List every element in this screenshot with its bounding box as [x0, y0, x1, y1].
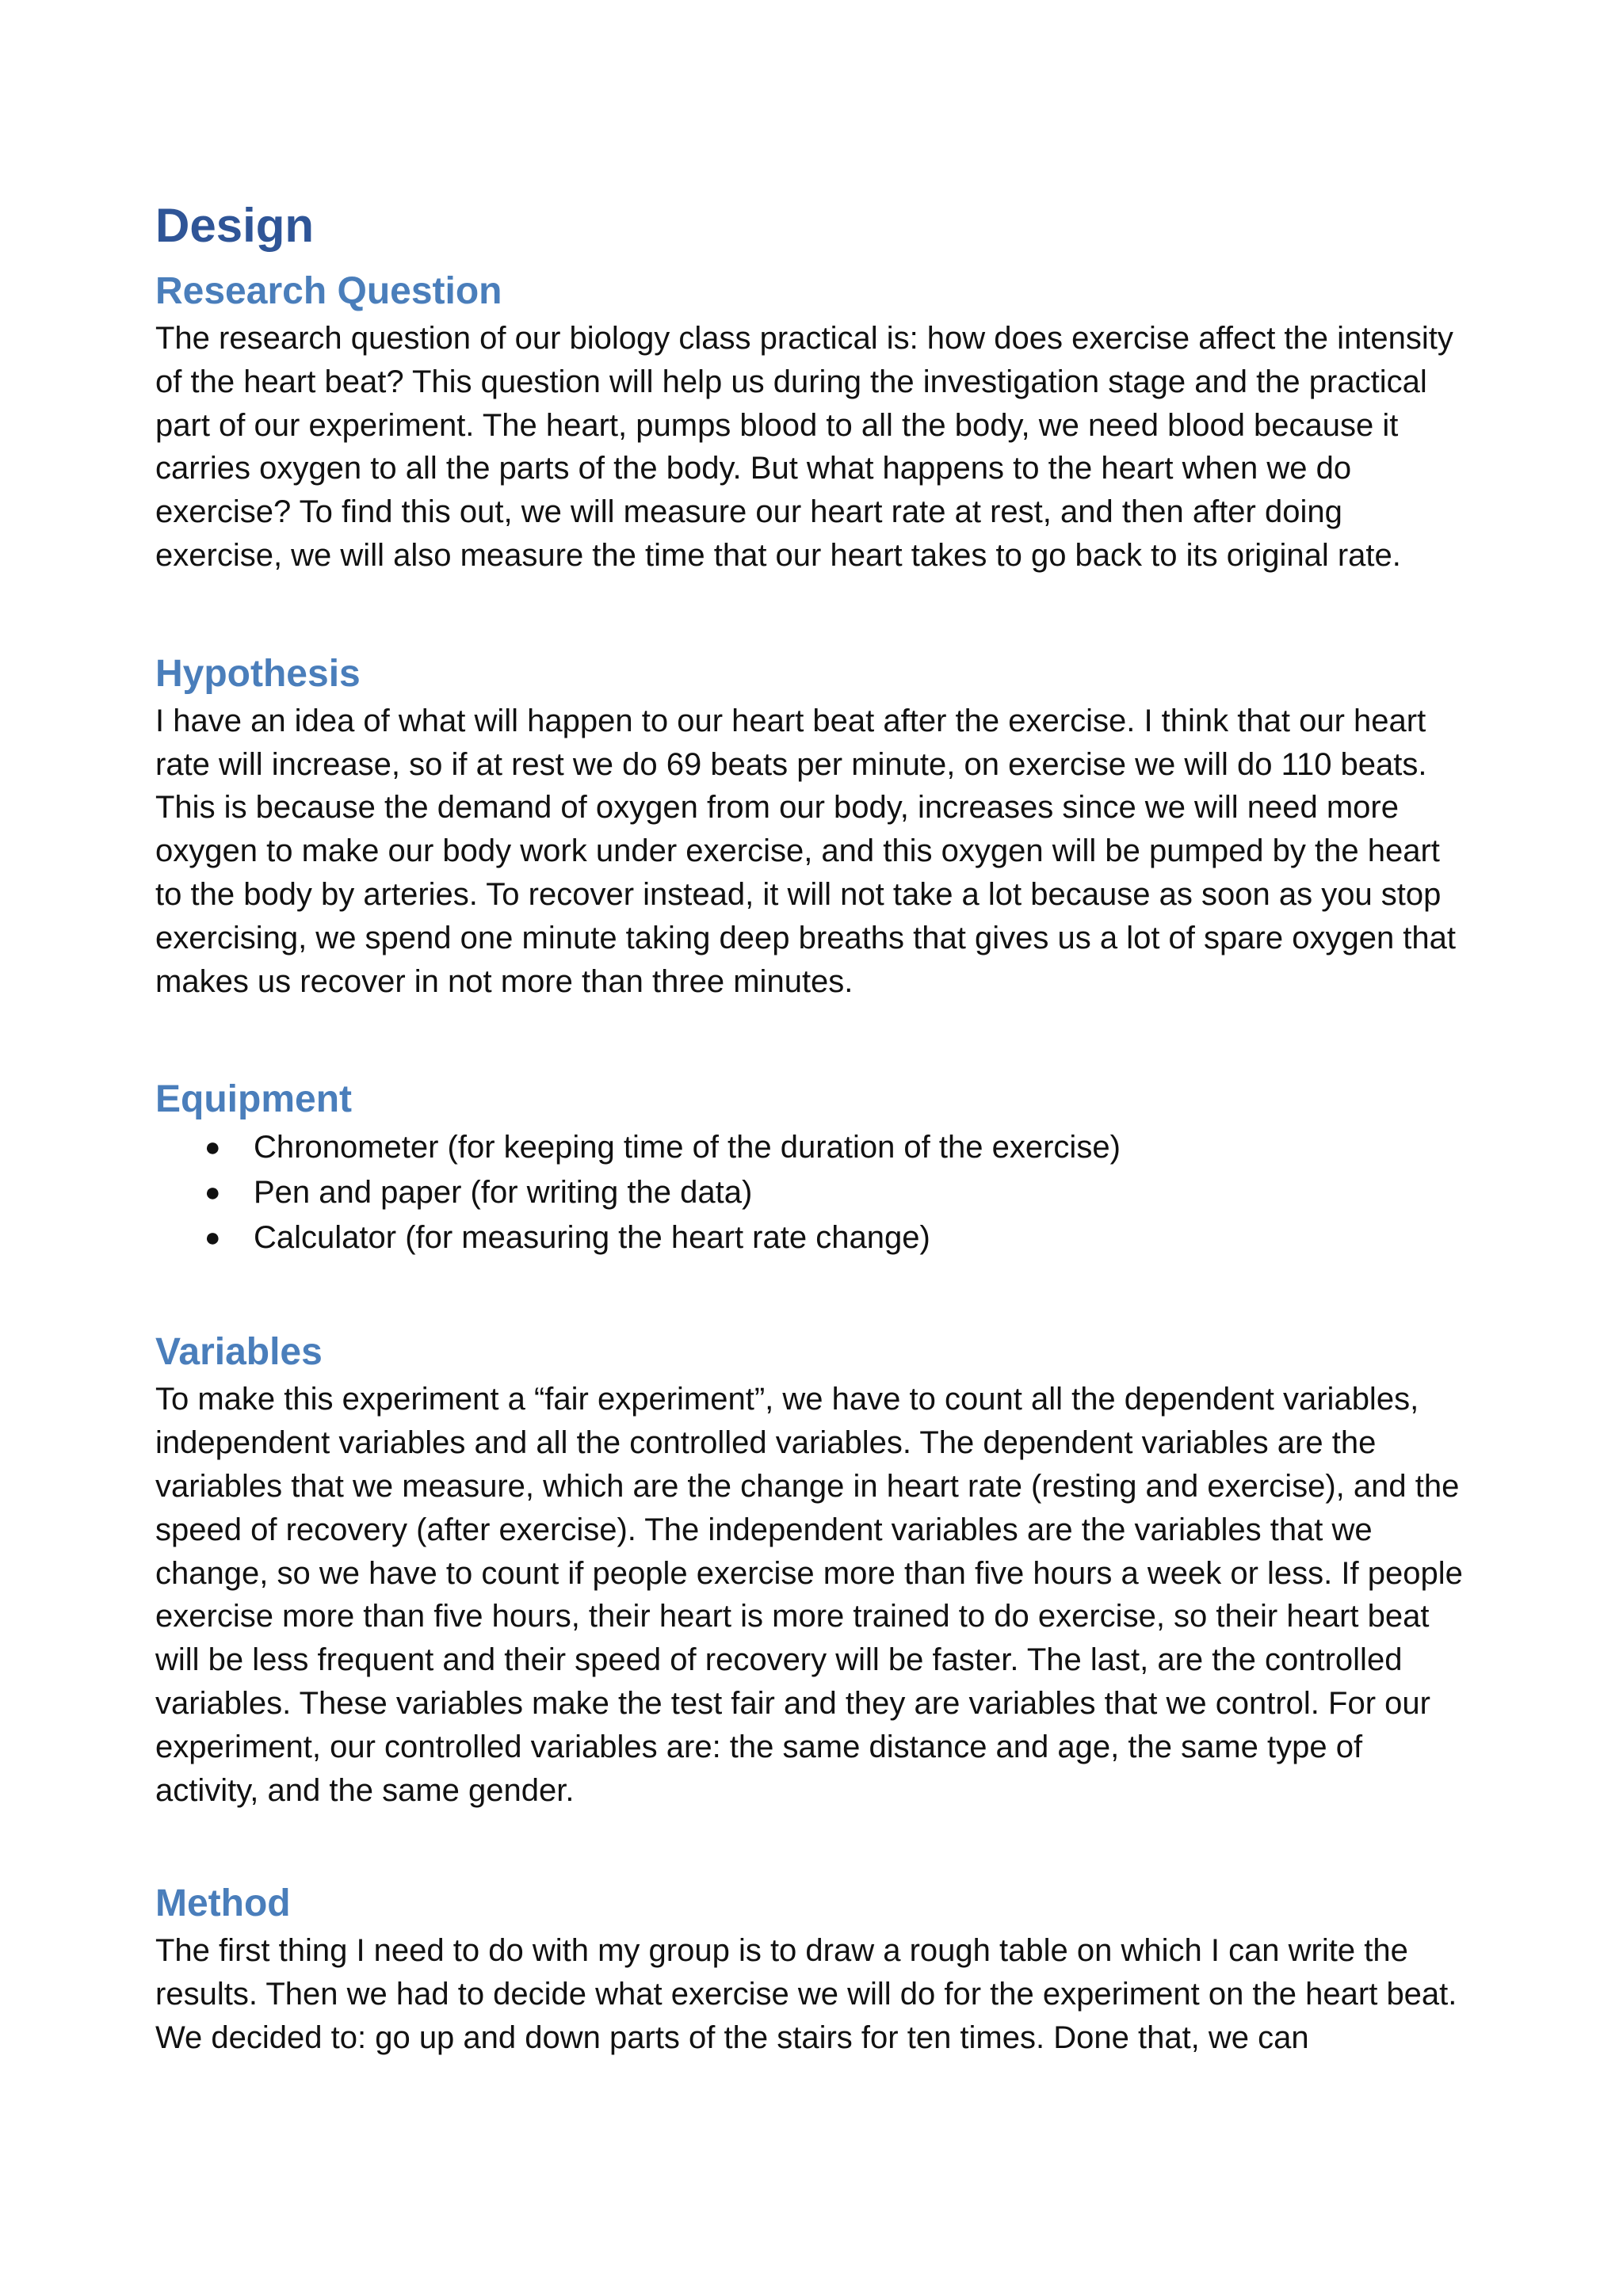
variables-text: To make this experiment a “fair experiment”, we have to count all the dependent variables, independent variables and all the controlled variables. The dependent variables are the variables that we measure, which are the change in heart rate (resting and exercise), and the speed of recovery (after exercise). The independent variables are the variables that we change, so we have to count if people exercise more than five hours a week or less. If people exercise more than five hours, their heart is more trained to do exercise, so their heart beat will be less frequent and their speed of recovery will be faster. The last, are the controlled variables. These variables make the test fair and they are variables that we control. For our experiment, our controlled variables are: the same distance and age, the same type of activity, and the same gender. [155, 1382, 1463, 1808]
section-spacer [155, 1812, 1471, 1878]
variables-heading: Variables [155, 1331, 323, 1374]
research-question-heading: Research Question [155, 270, 502, 312]
variables-section [155, 1327, 1471, 1812]
equipment-item-text: Chronometer (for keeping time of the duration of the exercise) [254, 1130, 1121, 1165]
equipment-heading: Equipment [155, 1078, 352, 1121]
document-content [155, 190, 1471, 2060]
section-spacer [155, 578, 1471, 649]
method-heading: Method [155, 1882, 291, 1925]
method-text: The first thing I need to do with my group is to draw a rough table on which I can write the results. Then we had to decide what exercise we will do for the experiment on the heart beat. We decided to: go up and down parts of the stairs for ten times. Done that, we can [155, 1933, 1457, 2055]
bullet-icon: ● [204, 1222, 221, 1253]
research-question-section [155, 266, 1471, 578]
page-title: Design [155, 199, 315, 252]
hypothesis-heading: Hypothesis [155, 652, 361, 695]
equipment-item-text: Pen and paper (for writing the data) [254, 1175, 753, 1211]
bullet-icon: ● [204, 1177, 221, 1208]
research-question-text: The research question of our biology class practical is: how does exercise affect the intensity of the heart beat? This question will help us during the investigation stage and the practical part of our experiment. The heart, pumps blood to all the body, we need blood because it carries oxygen to all the parts of the body. But what happens to the heart when we do exercise? To find this out, we will measure our heart rate at rest, and then after doing exercise, we will also measure the time that our heart takes to go back to its original rate. [155, 321, 1453, 573]
equipment-section [155, 1074, 1471, 1261]
bullet-icon: ● [204, 1132, 221, 1163]
equipment-item [155, 1125, 1471, 1170]
equipment-item-text: Calculator (for measuring the heart rate change) [254, 1220, 930, 1256]
section-spacer [155, 1003, 1471, 1074]
equipment-item [155, 1170, 1471, 1215]
hypothesis-section [155, 649, 1471, 1004]
equipment-list [155, 1125, 1471, 1261]
hypothesis-text: I have an idea of what will happen to our heart beat after the exercise. I think that our heart rate will increase, so if at rest we do 69 beats per minute, on exercise we will do 110 beats. This is because the demand of oxygen from our body, increases since we will need more oxygen to make our body work under exercise, and this oxygen will be pumped by the heart to the body by arteries. To recover instead, it will not take a lot because as soon as you stop exercising, we spend one minute taking deep breaths that gives us a lot of spare oxygen that makes us recover in not more than three minutes. [155, 703, 1457, 999]
equipment-item [155, 1215, 1471, 1261]
section-spacer [155, 1261, 1471, 1327]
method-section [155, 1878, 1471, 2059]
